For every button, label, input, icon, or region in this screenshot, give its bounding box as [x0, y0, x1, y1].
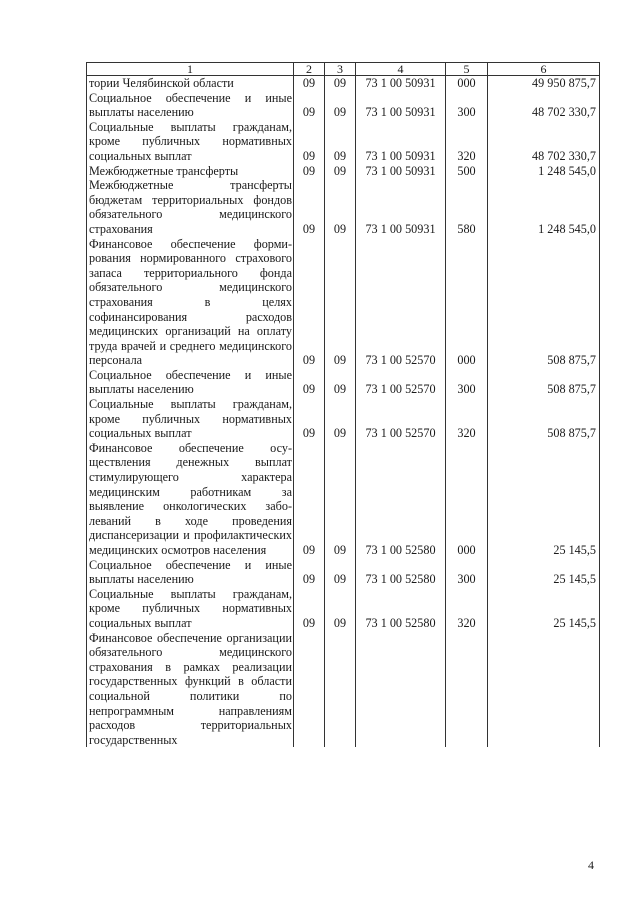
expense-type-code: 000	[446, 76, 488, 91]
subsection-code: 09	[325, 237, 356, 368]
expense-type-code: 300	[446, 91, 488, 120]
table-row	[87, 397, 600, 441]
expense-name: Финансовое обеспечение формирования нормированного страхового запаса территориального фонда обязательного медицинского страхования в целях софинансирования расходов медицинских организаций на оплату труда врачей и среднего медицинского персонала	[87, 237, 294, 368]
expense-name: Социальные выплаты гражданам, кроме публичных нормативных социальных выплат	[87, 397, 294, 441]
expense-name: Межбюджетные трансферты бюджетам территориальных фондов обязательного медицинского страхования	[87, 178, 294, 236]
column-number: 5	[446, 63, 488, 76]
expense-type-code: 300	[446, 558, 488, 587]
subsection-code: 09	[325, 91, 356, 120]
subsection-code: 09	[325, 441, 356, 558]
section-code	[294, 631, 325, 748]
section-code: 09	[294, 164, 325, 179]
expense-name: Финансовое обеспечение организации обязательного медицинского страхования в рамках реализации государственных функций в области социальной политики по непрограммным направлениям расходов территориальных государственных	[87, 631, 294, 748]
expense-name: Социальное обеспечение и иные выплаты населению	[87, 558, 294, 587]
target-article-code: 73 1 00 50931	[356, 178, 446, 236]
expense-name: Социальные выплаты гражданам, кроме публичных нормативных социальных выплат	[87, 587, 294, 631]
amount: 508 875,7	[488, 397, 600, 441]
expense-type-code: 000	[446, 237, 488, 368]
subsection-code: 09	[325, 76, 356, 91]
expense-type-code	[446, 631, 488, 748]
budget-table	[86, 62, 600, 747]
table-row	[87, 558, 600, 587]
section-code: 09	[294, 237, 325, 368]
section-code: 09	[294, 120, 325, 164]
section-code: 09	[294, 441, 325, 558]
expense-name: Межбюджетные трансферты	[87, 164, 294, 179]
expense-type-code: 320	[446, 120, 488, 164]
expense-name: Социальные выплаты гражданам, кроме публичных нормативных социальных выплат	[87, 120, 294, 164]
amount: 25 145,5	[488, 587, 600, 631]
target-article-code: 73 1 00 50931	[356, 120, 446, 164]
expense-name: Социальное обеспечение и иные выплаты населению	[87, 91, 294, 120]
target-article-code	[356, 631, 446, 748]
expense-type-code: 500	[446, 164, 488, 179]
table-row	[87, 441, 600, 558]
amount	[488, 631, 600, 748]
subsection-code	[325, 631, 356, 748]
target-article-code: 73 1 00 52580	[356, 441, 446, 558]
target-article-code: 73 1 00 50931	[356, 76, 446, 91]
table-row	[87, 237, 600, 368]
expense-type-code: 300	[446, 368, 488, 397]
expense-name: Социальное обеспечение и иные выплаты населению	[87, 368, 294, 397]
subsection-code: 09	[325, 178, 356, 236]
subsection-code: 09	[325, 397, 356, 441]
amount: 25 145,5	[488, 441, 600, 558]
section-code: 09	[294, 558, 325, 587]
table-row	[87, 631, 600, 748]
amount: 48 702 330,7	[488, 91, 600, 120]
table-row	[87, 164, 600, 179]
target-article-code: 73 1 00 52570	[356, 397, 446, 441]
expense-name: Финансовое обеспечение осуществления денежных выплат стимулирующего характера медицинским работникам за выявление онкологических заболеваний в ходе проведения диспансеризации и профилактических медицинских осмотров населения	[87, 441, 294, 558]
target-article-code: 73 1 00 52570	[356, 237, 446, 368]
column-number: 2	[294, 63, 325, 76]
table-row	[87, 368, 600, 397]
amount: 1 248 545,0	[488, 178, 600, 236]
column-number: 6	[488, 63, 600, 76]
section-code: 09	[294, 76, 325, 91]
target-article-code: 73 1 00 52580	[356, 587, 446, 631]
amount: 25 145,5	[488, 558, 600, 587]
target-article-code: 73 1 00 52570	[356, 368, 446, 397]
column-number: 3	[325, 63, 356, 76]
column-number-row	[87, 63, 600, 76]
target-article-code: 73 1 00 50931	[356, 91, 446, 120]
expense-type-code: 580	[446, 178, 488, 236]
amount: 48 702 330,7	[488, 120, 600, 164]
column-number: 1	[87, 63, 294, 76]
target-article-code: 73 1 00 50931	[356, 164, 446, 179]
subsection-code: 09	[325, 164, 356, 179]
section-code: 09	[294, 91, 325, 120]
subsection-code: 09	[325, 120, 356, 164]
expense-type-code: 320	[446, 587, 488, 631]
expense-type-code: 000	[446, 441, 488, 558]
amount: 508 875,7	[488, 237, 600, 368]
subsection-code: 09	[325, 558, 356, 587]
section-code: 09	[294, 587, 325, 631]
target-article-code: 73 1 00 52580	[356, 558, 446, 587]
expense-name: тории Челябинской области	[87, 76, 294, 91]
table-row	[87, 91, 600, 120]
subsection-code: 09	[325, 368, 356, 397]
table-row	[87, 587, 600, 631]
amount: 1 248 545,0	[488, 164, 600, 179]
section-code: 09	[294, 178, 325, 236]
expense-type-code: 320	[446, 397, 488, 441]
page-number: 4	[588, 858, 594, 872]
section-code: 09	[294, 397, 325, 441]
section-code: 09	[294, 368, 325, 397]
amount: 49 950 875,7	[488, 76, 600, 91]
amount: 508 875,7	[488, 368, 600, 397]
column-number: 4	[356, 63, 446, 76]
subsection-code: 09	[325, 587, 356, 631]
table-row	[87, 178, 600, 236]
table-row	[87, 76, 600, 91]
table-row	[87, 120, 600, 164]
